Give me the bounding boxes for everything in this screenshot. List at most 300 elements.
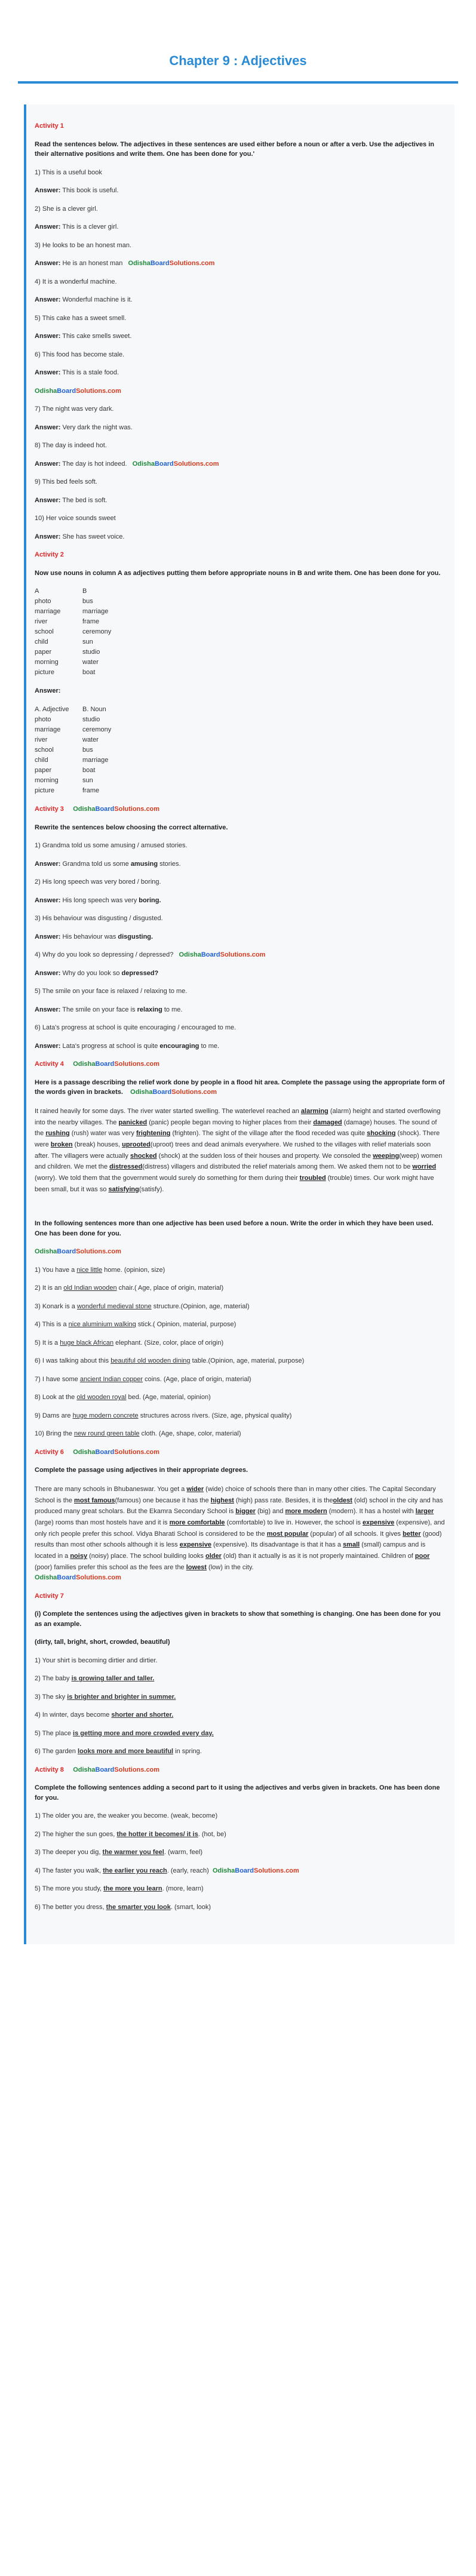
list-item: paper xyxy=(35,767,52,774)
question-line: 8) The day is indeed hot. xyxy=(35,442,107,449)
passage-answer: weeping xyxy=(373,1152,400,1160)
activity-instruction xyxy=(35,1783,445,1803)
brand-part: Solutions.com xyxy=(114,1060,160,1068)
passage-text: (famous) one because it has the xyxy=(115,1496,211,1504)
brand-line xyxy=(35,1573,445,1583)
passage-answer: uprooted xyxy=(122,1141,151,1148)
comparative-sentence xyxy=(35,1866,445,1876)
title-divider xyxy=(18,81,458,84)
passage-text: (panic) people began moving to higher places from their xyxy=(147,1118,314,1126)
list-item: marriage xyxy=(82,757,109,764)
noun-columns xyxy=(35,586,445,678)
line-text: bed. (Age, material, opinion) xyxy=(126,1394,211,1401)
comparative-sentence xyxy=(35,1811,445,1821)
passage-text: It rained heavily for some days. The river water started swelling. The waterlevel reached an xyxy=(35,1107,301,1115)
brand-watermark xyxy=(35,388,121,395)
question-line: 7) The night was very dark. xyxy=(35,405,114,413)
brand-part: Solutions.com xyxy=(169,260,215,267)
answer-text: Lata's progress at school is quite xyxy=(62,1042,160,1050)
question-line xyxy=(35,950,445,960)
passage-text: (satisfy). xyxy=(139,1185,164,1193)
activity-instruction xyxy=(35,1078,445,1098)
line-text: 4) The faster you walk, xyxy=(35,1867,103,1874)
passage-text: (rush) water was very xyxy=(69,1130,136,1138)
brand-watermark xyxy=(73,1766,159,1773)
passage-answer: satisfying xyxy=(108,1185,139,1193)
line-text: 10) Bring the xyxy=(35,1430,75,1438)
passage-answer: wider xyxy=(186,1485,204,1493)
answer-line xyxy=(35,496,445,506)
line-text: 2) It is an xyxy=(35,1284,64,1292)
brand-part: Odisha xyxy=(35,1574,57,1582)
list-item: paper xyxy=(35,648,52,656)
list-item: frame xyxy=(82,618,100,626)
question-line: 1) Grandma told us some amusing / amused stories. xyxy=(35,842,188,850)
answer-line xyxy=(35,896,445,906)
brand-part: Odisha xyxy=(130,1089,153,1096)
adjective-order-line xyxy=(35,1411,445,1421)
answer-text: to me. xyxy=(199,1042,220,1050)
line-text: . (hot, be) xyxy=(198,1830,226,1838)
activity-heading-text: Activity 3 xyxy=(35,806,64,813)
answer-line xyxy=(35,259,445,269)
answer-text: Wonderful machine is it. xyxy=(62,296,133,303)
passage-answer: small xyxy=(343,1541,360,1549)
answer-label: Answer: xyxy=(35,896,61,904)
list-item: ceremony xyxy=(82,628,112,636)
answer-label: Answer: xyxy=(35,687,61,695)
line-text: 1) Your shirt is becoming dirtier and dirtier. xyxy=(35,1656,158,1664)
brand-watermark xyxy=(73,806,159,813)
question-line: 5) This cake has a sweet smell. xyxy=(35,314,127,322)
line-text: . (more, learn) xyxy=(162,1885,204,1893)
column-header: B xyxy=(82,588,87,595)
brand-part: Solutions.com xyxy=(76,387,121,395)
underlined-adjectives: nice little xyxy=(76,1266,103,1274)
passage-text: (poor) families prefer this school as the fees are the xyxy=(35,1563,186,1571)
activity-instruction xyxy=(35,1465,445,1475)
passage-text: There are many schools in Bhubaneswar. You get a xyxy=(35,1485,187,1493)
instruction-text: (i) Complete the sentences using the adjectives given in brackets to show that something is changing. One has been done for you as an example. xyxy=(35,1610,441,1628)
answer-text: Very dark the night was. xyxy=(62,423,133,431)
comparative-sentence xyxy=(35,1848,445,1858)
activity-heading xyxy=(35,1765,445,1775)
line-text: chair.( Age, place of origin, material) xyxy=(116,1284,224,1292)
list-item: picture xyxy=(35,787,55,795)
answer-label: Answer: xyxy=(35,187,61,194)
brand-part: Board xyxy=(57,1248,76,1256)
brand-part: Odisha xyxy=(73,1060,96,1068)
adjective-order-line xyxy=(35,1320,445,1330)
instruction-text: Now use nouns in column A as adjectives putting them before appropriate nouns in B and write them. One has been done for you. xyxy=(35,569,441,577)
adjective-order-line xyxy=(35,1429,445,1439)
answer-label: Answer: xyxy=(35,423,61,431)
passage-text: (large) rooms than most hostels have and it is xyxy=(35,1518,170,1526)
answer-bold: shorter and shorter. xyxy=(111,1711,174,1719)
passage-text: (uproot) trees and dead animals everywhere. We rushed to the villages with relief materials soon after. The villagers were actually xyxy=(35,1141,431,1160)
comparative-sentence xyxy=(35,1884,445,1894)
passage-answer: damaged xyxy=(313,1118,342,1126)
brand-part: Solutions.com xyxy=(76,1248,121,1256)
changing-sentence xyxy=(35,1747,445,1757)
answer-label: Answer: xyxy=(35,223,61,230)
passage-answer: older xyxy=(205,1552,222,1560)
content-box xyxy=(24,104,454,1944)
answer-text: His long speech was very xyxy=(62,896,139,904)
line-text: 9) Dams are xyxy=(35,1412,73,1419)
passage-answer: better xyxy=(403,1530,421,1538)
answer-line xyxy=(35,295,445,305)
adjective-order-line xyxy=(35,1338,445,1348)
list-item: marriage xyxy=(35,608,61,616)
line-text: 6) I was talking about this xyxy=(35,1357,111,1365)
answer-line xyxy=(35,222,445,232)
brand-part: Board xyxy=(95,806,115,813)
brand-watermark xyxy=(73,1060,159,1068)
list-item: school xyxy=(35,746,54,754)
passage-answer: alarming xyxy=(300,1107,328,1115)
brand-part: Odisha xyxy=(212,1867,235,1874)
adjective-order-line xyxy=(35,1265,445,1275)
brand-line xyxy=(35,1247,445,1257)
brand-watermark xyxy=(73,1449,159,1456)
passage-text: (wide) choice of schools there than in many other cities. The Capital Secondary School is the xyxy=(35,1485,436,1504)
changing-sentence xyxy=(35,1729,445,1739)
underlined-adjectives: huge black African xyxy=(60,1339,114,1347)
passage-answer: highest xyxy=(210,1496,234,1504)
list-item: child xyxy=(35,638,48,646)
adjective-order-line xyxy=(35,1302,445,1312)
instruction-text: In the following sentences more than one adjective has been used before a noun. Write the order in which they have been used. One has been done for you. xyxy=(35,1220,434,1237)
instruction-text: Complete the following sentences adding a second part to it using the adjectives and verbs given in brackets. One has been done for you. xyxy=(35,1784,440,1802)
brand-part: Odisha xyxy=(128,260,151,267)
question-line: 10) Her voice sounds sweet xyxy=(35,515,116,522)
answer-bold: encouraging xyxy=(159,1042,199,1050)
brand-part: Odisha xyxy=(179,951,201,959)
question-line: 9) This bed feels soft. xyxy=(35,478,97,485)
brand-part: Board xyxy=(95,1448,115,1456)
line-text: . (early, reach) xyxy=(167,1867,209,1874)
answer-text: This book is useful. xyxy=(62,187,119,194)
answer-line xyxy=(35,859,445,869)
passage-text: (comfortable) to live in. However, the school is xyxy=(225,1518,363,1526)
brand-part: Odisha xyxy=(35,1248,57,1256)
list-item: marriage xyxy=(35,726,61,734)
brand-part: Solutions.com xyxy=(171,1089,217,1096)
activity-heading-text: Activity 7 xyxy=(35,1592,64,1600)
answer-bold: the warmer you feel xyxy=(102,1849,164,1856)
answer-line xyxy=(35,1041,445,1052)
underlined-adjectives: new round green table xyxy=(74,1430,140,1438)
activity-heading-text: Activity 4 xyxy=(35,1060,64,1068)
brand-part: Board xyxy=(95,1060,115,1068)
passage-answer: most famous xyxy=(74,1496,115,1504)
question-line: 6) Lata's progress at school is quite encouraging / encouraged to me. xyxy=(35,1024,237,1032)
list-item: bus xyxy=(82,598,93,605)
passage-text: (break) houses, xyxy=(72,1141,122,1148)
line-text: cloth. (Age, shape, color, material) xyxy=(139,1430,241,1438)
activity-heading-text: Activity 1 xyxy=(35,122,64,130)
list-item: studio xyxy=(82,715,100,723)
passage-text: (small) campus and is located in a xyxy=(35,1541,426,1560)
list-item: boat xyxy=(82,669,96,677)
passage-answer: worried xyxy=(412,1163,437,1171)
line-text: in spring. xyxy=(173,1748,202,1756)
passage-text: (alarm) height and started overflowing into the nearby villages. The xyxy=(35,1107,441,1126)
answer-bold: is getting more and more crowded every day. xyxy=(73,1729,214,1737)
answer-text: This is a clever girl. xyxy=(62,223,119,230)
line-text: 3) The deeper you dig, xyxy=(35,1849,103,1856)
answer-text: Grandma told us some xyxy=(62,860,131,868)
answer-label: Answer: xyxy=(35,369,61,376)
answer-text: This is a stale food. xyxy=(62,369,119,376)
line-text: 1) The older you are, the weaker you become. (weak, become) xyxy=(35,1812,218,1820)
passage-answer: most popular xyxy=(266,1530,309,1538)
list-item: child xyxy=(35,757,48,764)
passage-answer: shocking xyxy=(367,1130,396,1138)
answer-line xyxy=(35,932,445,942)
passage-answer: rushing xyxy=(45,1130,70,1138)
answer-label: Answer: xyxy=(35,260,61,267)
answer-line xyxy=(35,423,445,433)
brand-part: Solutions.com xyxy=(173,460,219,468)
activity-instruction xyxy=(35,140,445,159)
instruction-text: Rewrite the sentences below choosing the correct alternative. xyxy=(35,823,228,831)
answer-label: Answer: xyxy=(35,333,61,340)
adjective-order-line xyxy=(35,1375,445,1385)
instruction-text: Here is a passage describing the relief work done by people in a flood hit area. Complete the passage using the appropriate form of the words given in brackets. xyxy=(35,1078,445,1096)
passage-answer: troubled xyxy=(299,1174,326,1182)
brand-part: Board xyxy=(201,951,220,959)
line-text: . (warm, feel) xyxy=(164,1849,203,1856)
brand-part: Odisha xyxy=(132,460,155,468)
answer-text: Why do you look so xyxy=(62,969,122,977)
list-item: picture xyxy=(35,669,55,677)
line-text: 5) The place xyxy=(35,1729,73,1737)
adjective-order-line xyxy=(35,1356,445,1366)
answer-bold: is growing taller and taller. xyxy=(71,1675,155,1683)
answer-bold: boring. xyxy=(139,896,161,904)
brand-part: Board xyxy=(95,1766,115,1773)
line-text: 5) It is a xyxy=(35,1339,60,1347)
list-item: sun xyxy=(82,638,93,646)
passage-text: (trouble) times. Our work might have been small, but it was so xyxy=(35,1174,434,1193)
passage-text: (shock) at the sudden loss of their houses and property. We consoled the xyxy=(156,1152,373,1160)
list-item: sun xyxy=(82,777,93,785)
question-line: 6) This food has become stale. xyxy=(35,351,125,358)
question-line: 1) This is a useful book xyxy=(35,168,102,176)
brand-part: Board xyxy=(154,460,174,468)
answer-line xyxy=(35,331,445,342)
answer-label: Answer: xyxy=(35,860,61,868)
instruction-text: Complete the passage using adjectives in their appropriate degrees. xyxy=(35,1467,248,1474)
brand-part: Solutions.com xyxy=(114,1448,160,1456)
noun-columns xyxy=(35,705,445,796)
line-text: 8) Look at the xyxy=(35,1394,77,1401)
adjective-order-line xyxy=(35,1392,445,1403)
changing-sentence xyxy=(35,1674,445,1684)
question-line: 2) His long speech was very bored / boring. xyxy=(35,878,161,886)
adjective-order-line xyxy=(35,1283,445,1293)
answer-label: Answer: xyxy=(35,460,61,468)
passage-text: (damage) houses. The sound of the xyxy=(35,1118,437,1138)
list-item: morning xyxy=(35,777,59,785)
brand-part: Solutions.com xyxy=(254,1867,299,1874)
underlined-adjectives: old Indian wooden xyxy=(63,1284,117,1292)
answer-label: Answer: xyxy=(35,1006,61,1013)
column-header: A xyxy=(35,588,39,595)
answer-label: Answer: xyxy=(35,1042,61,1050)
brand-part: Solutions.com xyxy=(76,1574,121,1582)
underlined-adjectives: wonderful medieval stone xyxy=(76,1302,152,1310)
answer-bold: the more you learn xyxy=(103,1885,162,1893)
answer-bold: relaxing xyxy=(137,1006,162,1013)
answer-bold: looks more and more beautiful xyxy=(77,1748,174,1756)
brand-part: Solutions.com xyxy=(114,806,160,813)
comparative-sentence xyxy=(35,1902,445,1913)
answer-bold: amusing xyxy=(130,860,158,868)
answer-label: Answer: xyxy=(35,496,61,504)
answer-bold: the hotter it becomes/ it is xyxy=(116,1830,198,1838)
answer-label: Answer: xyxy=(35,969,61,977)
line-text: 4) In winter, days become xyxy=(35,1711,112,1719)
answer-text: She has sweet voice. xyxy=(62,533,125,540)
line-text: home. (opinion, size) xyxy=(102,1266,165,1274)
line-text: . (smart, look) xyxy=(170,1903,211,1911)
brand-watermark xyxy=(179,951,266,958)
brand-part: Odisha xyxy=(35,387,57,395)
activity-heading xyxy=(35,1447,445,1458)
passage-answer: broken xyxy=(50,1141,73,1148)
changing-sentence xyxy=(35,1692,445,1702)
brand-watermark xyxy=(130,1089,217,1096)
answer-label: Answer: xyxy=(35,933,61,940)
answer-line xyxy=(35,186,445,196)
brand-part: Board xyxy=(235,1867,254,1874)
list-item: river xyxy=(35,618,48,626)
answer-text: stories. xyxy=(158,860,181,868)
activity-instruction xyxy=(35,568,445,579)
question-line: 3) His behaviour was disgusting / disgusted. xyxy=(35,915,163,923)
passage-answer: poor xyxy=(414,1552,430,1560)
passage-text: (big) and xyxy=(255,1508,285,1516)
passage-answer: more modern xyxy=(285,1508,327,1516)
answer-text: He is an honest man xyxy=(62,260,123,267)
passage-text: (old) than it actually is as it is not properly maintained. Children of xyxy=(221,1552,415,1560)
question-text: 4) Why do you look so depressing / depressed? xyxy=(35,951,174,959)
list-item: boat xyxy=(82,767,96,774)
passage-answer: shocked xyxy=(130,1152,157,1160)
underlined-adjectives: old wooden royal xyxy=(76,1394,127,1401)
brand-part: Board xyxy=(150,260,170,267)
line-text: elephant. (Size, color, place of origin) xyxy=(113,1339,224,1347)
brand-line xyxy=(35,386,445,396)
activity-instruction xyxy=(35,1609,445,1629)
answer-bold: the earlier you reach xyxy=(103,1867,167,1874)
passage-answer: panicked xyxy=(118,1118,148,1126)
brand-part: Odisha xyxy=(73,1448,96,1456)
passage-text: (good) results than most other schools although it is less xyxy=(35,1530,442,1549)
question-line: 3) He looks to be an honest man. xyxy=(35,241,132,249)
line-text: structures across rivers. (Size, age, physical quality) xyxy=(138,1412,292,1419)
answer-text: to me. xyxy=(162,1006,183,1013)
answer-text: This cake smells sweet. xyxy=(62,333,132,340)
list-item: photo xyxy=(35,598,51,605)
passage-text: (low) in the city. xyxy=(206,1563,254,1571)
answer-text: The bed is soft. xyxy=(62,496,108,504)
passage-text: (frighten). The sight of the village after the flood receded was quite xyxy=(170,1130,367,1138)
passage-text: (worry). We told them that the government would surely do something for them during their xyxy=(35,1174,300,1182)
line-text: 6) The better you dress, xyxy=(35,1903,106,1911)
activity-heading xyxy=(35,1059,445,1069)
passage-answer: expensive xyxy=(179,1541,211,1549)
line-text: 5) The more you study, xyxy=(35,1885,104,1893)
question-line: 2) She is a clever girl. xyxy=(35,205,98,213)
line-text: 7) I have some xyxy=(35,1375,80,1383)
underlined-adjectives: beautiful old wooden dining xyxy=(110,1357,191,1365)
answer-text: His behaviour was xyxy=(62,933,118,940)
activity-heading xyxy=(35,550,445,560)
list-item: ceremony xyxy=(82,726,112,734)
underlined-adjectives: ancient Indian copper xyxy=(79,1375,143,1383)
answer-line xyxy=(35,1005,445,1015)
passage-answer: bigger xyxy=(235,1508,256,1516)
instruction-text: Read the sentences below. The adjectives in these sentences are used either before a noun or after a verb. Use the adjectives in their alternative positions and write them. One has been done for you.' xyxy=(35,140,434,158)
line-text: 1) You have a xyxy=(35,1266,77,1274)
list-item: school xyxy=(35,628,54,636)
page-title: Chapter 9 : Adjectives xyxy=(169,53,307,68)
brand-part: Solutions.com xyxy=(114,1766,160,1773)
passage-text: (weep) women and children. We met the xyxy=(35,1152,443,1171)
spacer xyxy=(35,1203,445,1219)
brand-watermark xyxy=(128,260,215,267)
answer-text: The day is hot indeed. xyxy=(62,460,127,468)
answer-bold: depressed? xyxy=(121,969,159,977)
answer-line xyxy=(35,459,445,469)
activity-instruction xyxy=(35,1219,445,1238)
passage-answer: oldest xyxy=(333,1496,352,1504)
brand-watermark xyxy=(35,1248,121,1255)
brand-part: Solutions.com xyxy=(220,951,266,959)
activity-heading xyxy=(35,1591,445,1601)
activity-heading-text: Activity 2 xyxy=(35,551,64,558)
line-text: coins. (Age, place of origin, material) xyxy=(143,1375,251,1383)
changing-sentence xyxy=(35,1710,445,1720)
answer-label: Answer: xyxy=(35,533,61,540)
answer-bold: the smarter you look xyxy=(106,1903,171,1911)
passage-text: (expensive), and only rich people prefer this school. Vidya Bharati School is considered to be the xyxy=(35,1518,445,1538)
passage-answer: larger xyxy=(415,1508,434,1516)
passage-answer: lowest xyxy=(186,1563,207,1571)
list-item: studio xyxy=(82,648,100,656)
brand-part: Odisha xyxy=(73,1766,96,1773)
relief-passage xyxy=(35,1106,445,1195)
schools-passage xyxy=(35,1484,445,1573)
line-text: stick.( Opinion, material, purpose) xyxy=(136,1321,237,1329)
underlined-adjectives: nice aluminium walking xyxy=(68,1321,136,1329)
activity-heading-text: Activity 6 xyxy=(35,1448,64,1456)
answer-bold: is brighter and brighter in summer. xyxy=(67,1693,176,1701)
list-item: bus xyxy=(82,746,93,754)
answer-bold: disgusting. xyxy=(118,933,153,940)
line-text: 3) Konark is a xyxy=(35,1302,77,1310)
brand-part: Board xyxy=(57,1574,76,1582)
line-text: 2) The higher the sun goes, xyxy=(35,1830,117,1838)
brand-part: Board xyxy=(152,1089,172,1096)
activity-heading xyxy=(35,804,445,814)
activity-heading-text: Activity 8 xyxy=(35,1766,64,1773)
passage-answer: expensive xyxy=(363,1518,395,1526)
